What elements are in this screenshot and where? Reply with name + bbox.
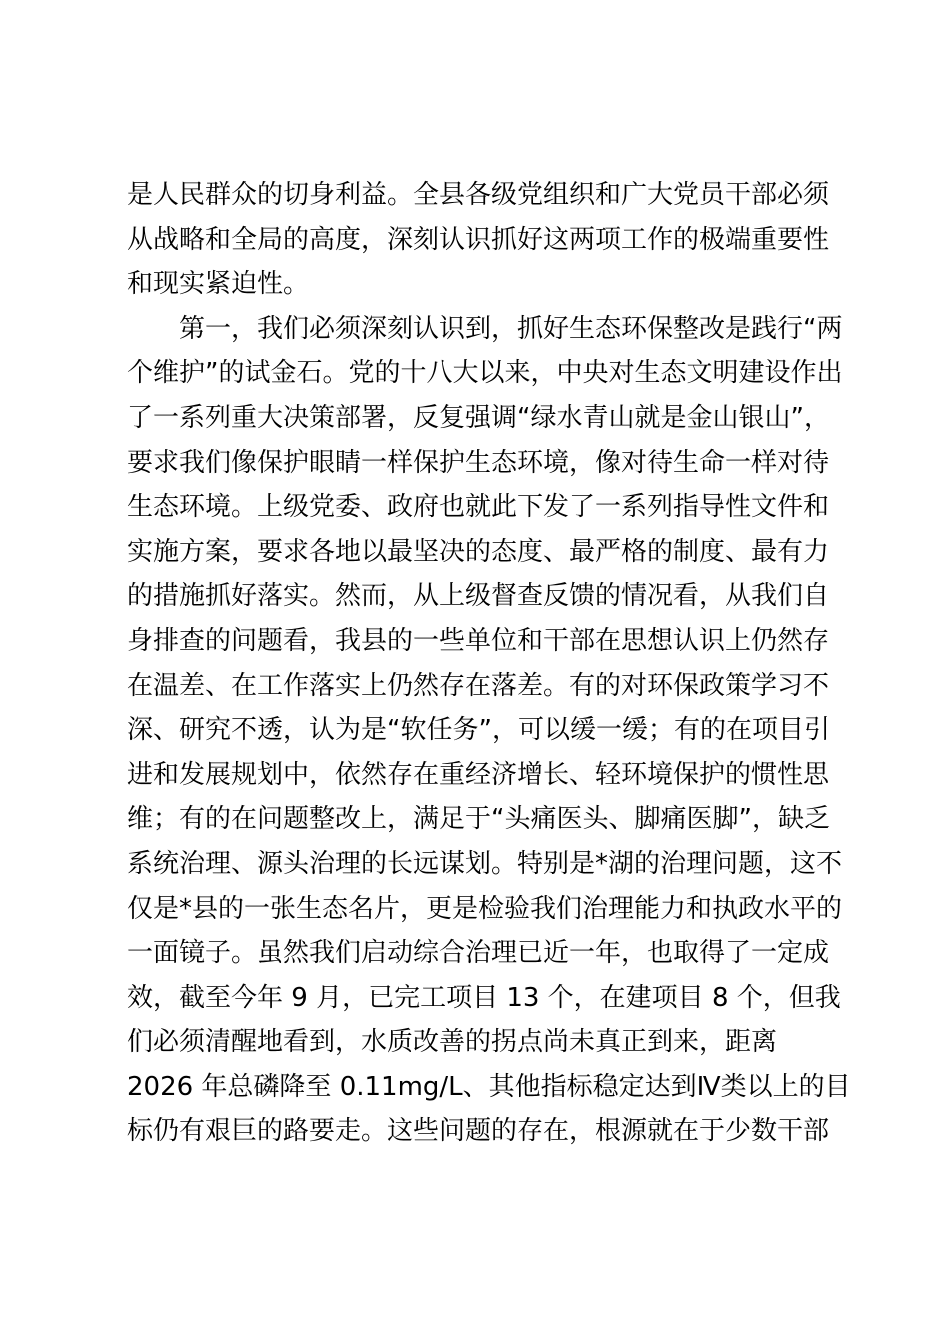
- text-line: 从战略和全局的高度，深刻认识抓好这两项工作的极端重要性: [127, 224, 830, 255]
- text-line: 深、研究不透，认为是“软任务”，可以缓一缓；有的在项目引: [127, 715, 830, 746]
- text-line: 仅是*县的一张生态名片，更是检验我们治理能力和执政水平的: [127, 893, 843, 924]
- paragraph-first-line: 第一，我们必须深刻认识到，抓好生态环保整改是践行“两: [179, 313, 843, 344]
- text-line: 是人民群众的切身利益。全县各级党组织和广大党员干部必须: [127, 180, 830, 210]
- text-line: 们必须清醒地看到，水质改善的拐点尚未真正到来，距离: [127, 1027, 778, 1058]
- text-line: 了一系列重大决策部署，反复强调“绿水青山就是金山银山”，: [127, 402, 830, 433]
- text-line: 在温差、在工作落实上仍然存在落差。有的对环保政策学习不: [127, 670, 830, 701]
- text-line: 身排查的问题看，我县的一些单位和干部在思想认识上仍然存: [127, 625, 830, 656]
- text-line: 生态环境。上级党委、政府也就此下发了一系列指导性文件和: [127, 492, 830, 523]
- body-text: [127, 173, 851, 1154]
- text-line: 进和发展规划中，依然存在重经济增长、轻环境保护的惯性思: [127, 759, 830, 790]
- text-line: 个维护”的试金石。党的十八大以来，中央对生态文明建设作出: [127, 358, 843, 389]
- text-line: 一面镜子。虽然我们启动综合治理已近一年，也取得了一定成: [127, 938, 830, 969]
- text-line: 效，截至今年 9 月，已完工项目 13 个，在建项目 8 个，但我: [127, 982, 841, 1013]
- text-line: 实施方案，要求各地以最坚决的态度、最严格的制度、最有力: [127, 536, 830, 567]
- text-line: 标仍有艰巨的路要走。这些问题的存在，根源就在于少数干部: [127, 1116, 830, 1147]
- text-line: 2026 年总磷降至 0.11mg/L、其他指标稳定达到Ⅳ类以上的目: [127, 1071, 851, 1102]
- text-line: 维；有的在问题整改上，满足于“头痛医头、脚痛医脚”，缺乏: [127, 804, 830, 835]
- text-line: 的措施抓好落实。然而，从上级督查反馈的情况看，从我们自: [127, 581, 830, 612]
- text-line: 要求我们像保护眼睛一样保护生态环境，像对待生命一样对待: [127, 447, 830, 478]
- text-line: 系统治理、源头治理的长远谋划。特别是*湖的治理问题，这不: [127, 848, 843, 879]
- text-line: 和现实紧迫性。: [127, 269, 310, 300]
